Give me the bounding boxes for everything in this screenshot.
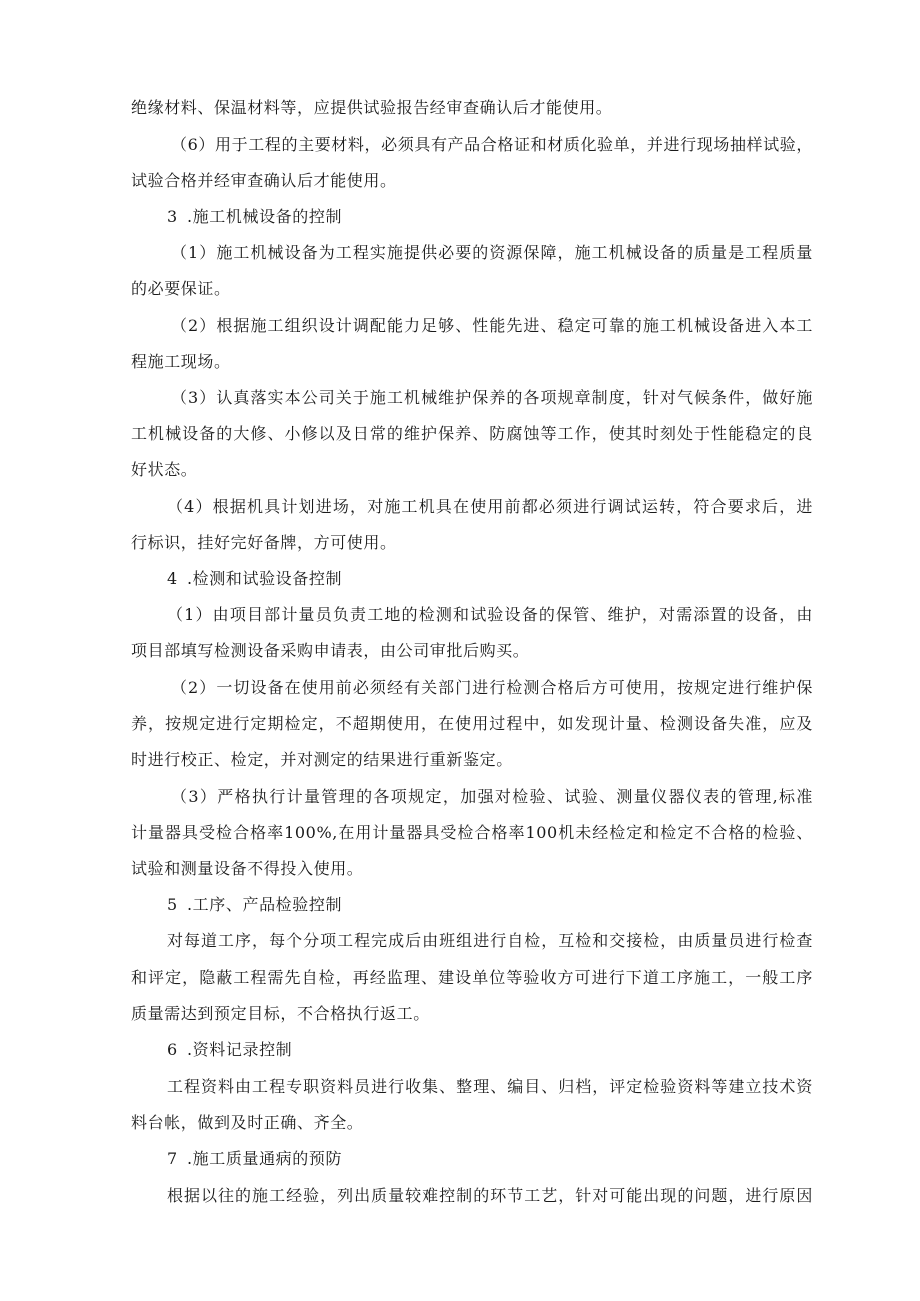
paragraph-line: 好状态。 bbox=[131, 460, 198, 479]
section-title: .施工机械设备的控制 bbox=[187, 207, 343, 226]
paragraph-line: 的必要保证。 bbox=[131, 279, 231, 298]
section-number: 5 bbox=[167, 895, 178, 914]
section-heading-6 bbox=[167, 1040, 292, 1060]
paragraph-line: （4）根据机具计划进场，对施工机具在使用前都必须进行调试运转，符合要求后，进 bbox=[167, 497, 813, 516]
section-heading-4 bbox=[167, 569, 342, 589]
paragraph-line: 项目部填写检测设备采购申请表，由公司审批后购买。 bbox=[131, 641, 530, 660]
paragraph-line: 时进行校正、检定，并对测定的结果进行重新鉴定。 bbox=[131, 750, 513, 769]
section-number: 3 bbox=[167, 207, 178, 226]
paragraph-line: （6）用于工程的主要材料，必须具有产品合格证和材质化验单，并进行现场抽样试验， bbox=[171, 135, 813, 154]
paragraph-line: （3）严格执行计量管理的各项规定，加强对检验、试验、测量仪器仪表的管理,标准 bbox=[171, 787, 813, 806]
paragraph-line: 和评定，隐蔽工程需先自检，再经监理、建设单位等验收方可进行下道工序施工，一般工序 bbox=[131, 968, 813, 987]
section-number: 7 bbox=[167, 1149, 178, 1168]
paragraph-line: （2）根据施工组织设计调配能力足够、性能先进、稳定可靠的施工机械设备进入本工 bbox=[171, 316, 813, 335]
paragraph-line: （2）一切设备在使用前必须经有关部门进行检测合格后方可使用，按规定进行维护保 bbox=[171, 678, 813, 697]
paragraph-line: （1）施工机械设备为工程实施提供必要的资源保障，施工机械设备的质量是工程质量 bbox=[171, 243, 813, 262]
section-title: .工序、产品检验控制 bbox=[187, 895, 343, 914]
paragraph-line: 养，按规定进行定期检定，不超期使用，在使用过程中，如发现计量、检测设备失准，应及 bbox=[131, 714, 813, 733]
section-heading-3 bbox=[167, 207, 342, 227]
section-number: 6 bbox=[167, 1040, 178, 1059]
paragraph-line: 根据以往的施工经验，列出质量较难控制的环节工艺，针对可能出现的问题，进行原因 bbox=[167, 1186, 813, 1205]
paragraph-line: 绝缘材料、保温材料等，应提供试验报告经审查确认后才能使用。 bbox=[131, 98, 613, 117]
paragraph-line: 质量需达到预定目标，不合格执行返工。 bbox=[131, 1004, 430, 1023]
paragraph-line: 对每道工序，每个分项工程完成后由班组进行自检，互检和交接检，由质量员进行检查 bbox=[167, 931, 813, 950]
section-title: .检测和试验设备控制 bbox=[187, 569, 343, 588]
paragraph-line: （3）认真落实本公司关于施工机械维护保养的各项规章制度，针对气候条件，做好施 bbox=[171, 388, 813, 407]
paragraph-line: 行标识，挂好完好备牌，方可使用。 bbox=[131, 533, 397, 552]
paragraph-line: 工程资料由工程专职资料员进行收集、整理、编目、归档，评定检验资料等建立技术资 bbox=[167, 1077, 813, 1096]
paragraph-line: 试验和测量设备不得投入使用。 bbox=[131, 859, 364, 878]
paragraph-line: 工机械设备的大修、小修以及日常的维护保养、防腐蚀等工作，使其时刻处于性能稳定的良 bbox=[131, 424, 813, 443]
section-title: .资料记录控制 bbox=[187, 1040, 293, 1059]
section-heading-5 bbox=[167, 895, 342, 915]
paragraph-line: 计量器具受检合格率100%,在用计量器具受检合格率100机未经检定和检定不合格的检验、 bbox=[131, 823, 813, 842]
section-heading-7 bbox=[167, 1149, 342, 1169]
paragraph-line: 料台帐，做到及时正确、齐全。 bbox=[131, 1113, 364, 1132]
section-number: 4 bbox=[167, 569, 178, 588]
paragraph-line: （1）由项目部计量员负责工地的检测和试验设备的保管、维护，对需添置的设备，由 bbox=[167, 605, 813, 624]
section-title: .施工质量通病的预防 bbox=[187, 1149, 343, 1168]
paragraph-line: 试验合格并经审查确认后才能使用。 bbox=[131, 171, 397, 190]
paragraph-line: 程施工现场。 bbox=[131, 352, 231, 371]
